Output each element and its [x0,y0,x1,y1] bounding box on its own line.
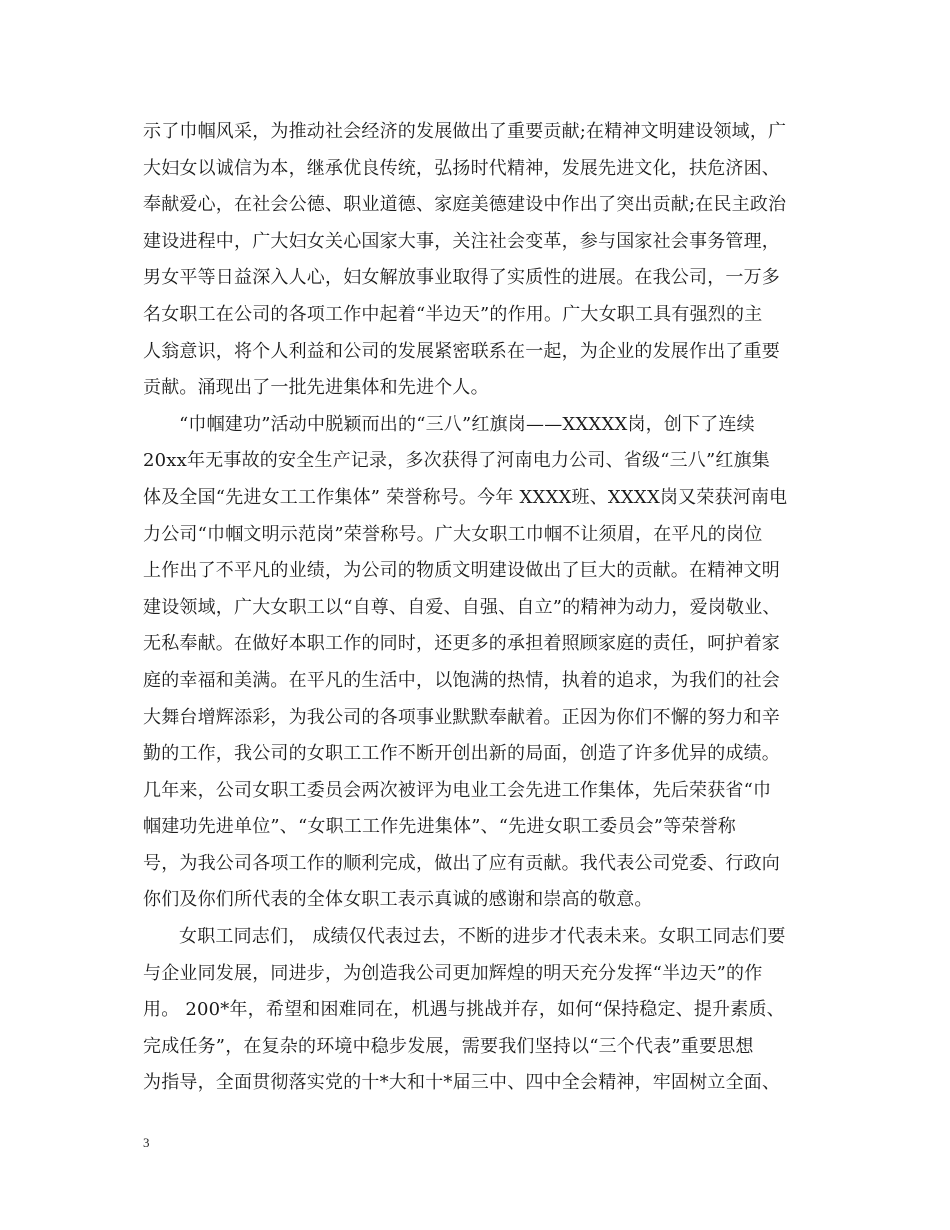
text-line: “巾帼建功”活动中脱颖而出的“三八”红旗岗——XXXXX岗，创下了连续 [179,413,755,435]
text-line: 男女平等日益深入人心，妇女解放事业取得了实质性的进展。在我公司，一万多 [143,267,780,289]
text-line: 与企业同发展，同进步，为创造我公司更加辉煌的明天充分发挥“半边天”的作 [143,962,763,984]
text-line: 庭的幸福和美满。在平凡的生活中，以饱满的热情，执着的追求，为我们的社会 [143,669,780,691]
text-line: 力公司“巾帼文明示范岗”荣誉称号。广大女职工巾帼不让须眉，在平凡的岗位 [143,523,763,545]
text-line: 用。 200*年，希望和困难同在，机遇与挑战并存，如何“保持稳定、提升素质、 [143,999,785,1021]
text-line: 建设进程中，广大妇女关心国家大事，关注社会变革，参与国家社会事务管理， [143,230,780,252]
text-line: 大妇女以诚信为本，继承优良传统，弘扬时代精神，发展先进文化，扶危济困、 [143,157,780,179]
text-line: 女职工同志们， 成绩仅代表过去，不断的进步才代表未来。女职工同志们要 [179,926,786,948]
text-line: 名女职工在公司的各项工作中起着“半边天”的作用。广大女职工具有强烈的主 [143,303,763,325]
text-line: 体及全国“先进女工工作集体” 荣誉称号。今年 XXXX班、XXXX岗又荣获河南电 [143,486,788,508]
text-line: 完成任务”，在复杂的环境中稳步发展，需要我们坚持以“三个代表”重要思想 [143,1035,754,1057]
text-line: 你们及你们所代表的全体女职工表示真诚的感谢和崇高的敬意。 [143,889,653,911]
body-text [143,114,823,1102]
text-line: 勤的工作，我公司的女职工工作不断开创出新的局面，创造了许多优异的成绩。 [143,743,780,765]
text-line: 建设领域，广大女职工以“自尊、自爱、自强、自立”的精神为动力，爱岗敬业、 [143,596,781,618]
text-line: 号，为我公司各项工作的顺利完成，做出了应有贡献。我代表公司党委、行政向 [143,852,780,874]
text-line: 示了巾帼风采，为推动社会经济的发展做出了重要贡献;在精神文明建设领域，广 [143,121,787,142]
text-line: 贡献。涌现出了一批先进集体和先进个人。 [143,377,489,399]
text-line: 上作出了不平凡的业绩，为公司的物质文明建设做出了巨大的贡献。在精神文明 [143,560,780,582]
page-number: 3 [143,1135,150,1150]
text-line: 几年来，公司女职工委员会两次被评为电业工会先进工作集体，先后荣获省“巾 [143,779,772,801]
text-line: 无私奉献。在做好本职工作的同时，还更多的承担着照顾家庭的责任，呵护着家 [143,633,780,655]
text-line: 大舞台增辉添彩，为我公司的各项事业默默奉献着。正因为你们不懈的努力和辛 [143,706,780,728]
text-line: 帼建功先进单位”、“女职工工作先进集体”、“先进女职工委员会”等荣誉称 [143,816,737,838]
text-line: 20xx年无事故的安全生产记录，多次获得了河南电力公司、省级“三八”红旗集 [143,450,771,472]
text-line: 人翁意识，将个人利益和公司的发展紧密联系在一起，为企业的发展作出了重要 [143,340,780,362]
text-line: 为指导，全面贯彻落实党的十*大和十*届三中、四中全会精神，牢固树立全面、 [143,1072,781,1094]
text-line: 奉献爱心，在社会公德、职业道德、家庭美德建设中作出了突出贡献;在民主政治 [143,194,787,216]
